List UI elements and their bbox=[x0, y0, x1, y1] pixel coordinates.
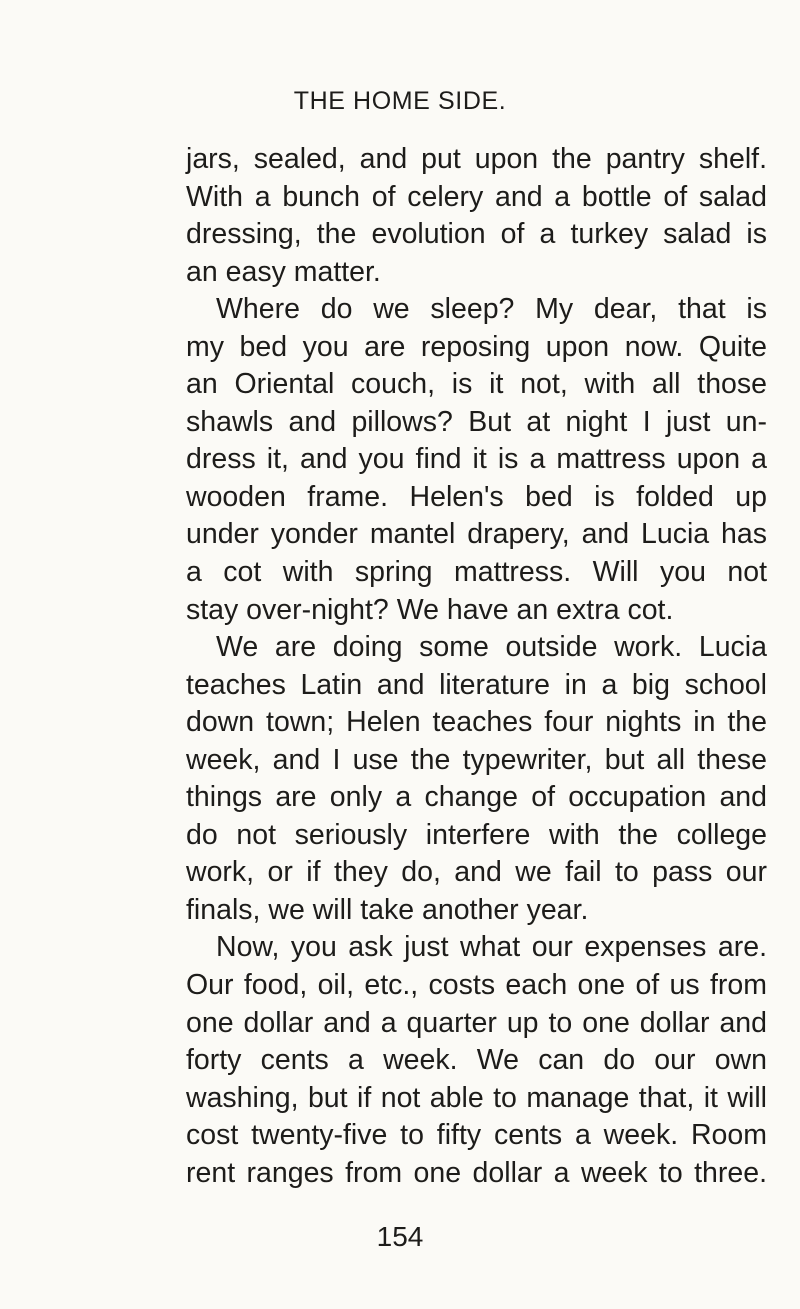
page-number: 154 bbox=[376, 1221, 424, 1252]
text-line: stay over-night? We have an extra cot. bbox=[186, 593, 674, 626]
text-line: finals, we will take another year. bbox=[186, 893, 589, 926]
text-line: one dollar and a quarter up to one dollar and bbox=[186, 1006, 767, 1039]
text-line: Now, you ask just what our expenses are. bbox=[216, 931, 767, 964]
text-line: Where do we sleep? My dear, that is bbox=[216, 293, 767, 326]
text-line: shawls and pillows? But at night I just un- bbox=[186, 405, 767, 438]
text-line: dressing, the evolution of a turkey salad is bbox=[186, 218, 767, 251]
running-header: THE HOME SIDE. bbox=[293, 87, 507, 115]
text-line: down town; Helen teaches four nights in the bbox=[186, 706, 767, 739]
text-line: forty cents a week. We can do our own bbox=[186, 1044, 767, 1077]
text-line: With a bunch of celery and a bottle of salad bbox=[186, 180, 767, 213]
text-line: Our food, oil, etc., costs each one of us from bbox=[186, 969, 767, 1002]
text-line: dress it, and you find it is a mattress upon a bbox=[186, 443, 767, 476]
text-line: work, or if they do, and we fail to pass our bbox=[186, 856, 767, 889]
body-text bbox=[186, 141, 767, 1192]
text-line: wooden frame. Helen's bed is folded up bbox=[186, 480, 767, 513]
text-line: We are doing some outside work. Lucia bbox=[216, 631, 767, 664]
text-line: teaches Latin and literature in a big school bbox=[186, 668, 767, 701]
text-line: things are only a change of occupation and bbox=[186, 781, 767, 814]
text-line: my bed you are reposing upon now. Quite bbox=[186, 330, 767, 363]
text-line: an Oriental couch, is it not, with all those bbox=[186, 368, 767, 401]
text-line: jars, sealed, and put upon the pantry shelf. bbox=[186, 143, 767, 175]
text-line: cost twenty-five to fifty cents a week. Room bbox=[186, 1119, 767, 1152]
text-line: rent ranges from one dollar a week to three. bbox=[186, 1156, 767, 1189]
text-line: do not seriously interfere with the college bbox=[186, 818, 767, 851]
text-line: a cot with spring mattress. Will you not bbox=[186, 556, 767, 589]
text-line: week, and I use the typewriter, but all these bbox=[186, 743, 767, 776]
text-line: washing, but if not able to manage that, it will bbox=[186, 1081, 767, 1114]
text-line: under yonder mantel drapery, and Lucia has bbox=[186, 518, 767, 551]
text-line: an easy matter. bbox=[186, 255, 381, 288]
